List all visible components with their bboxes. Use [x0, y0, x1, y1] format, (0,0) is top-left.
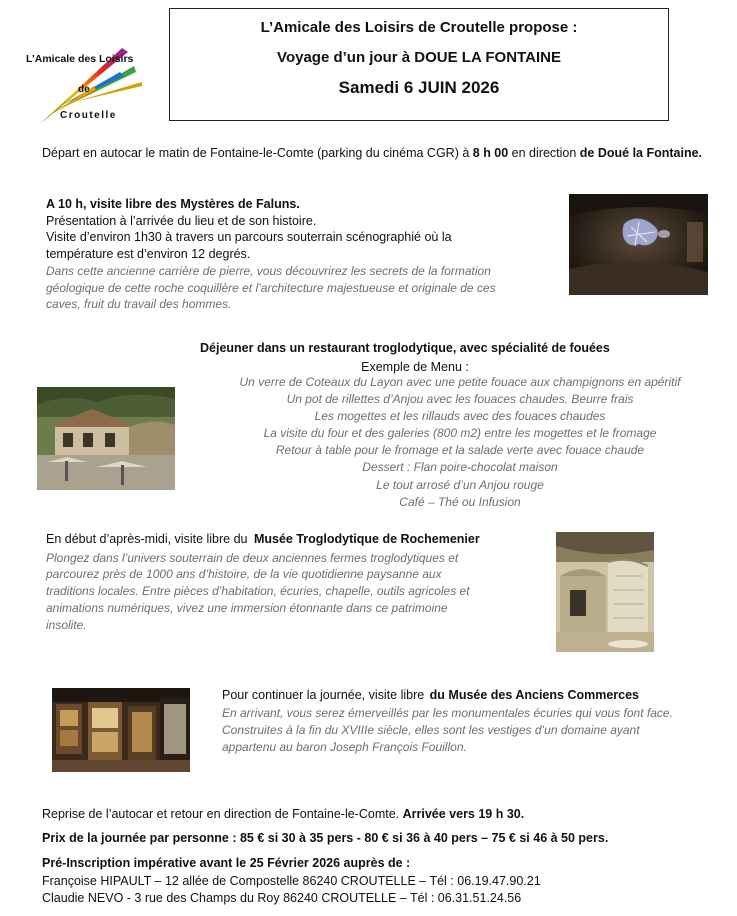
commerces-desc-line: En arrivant, vous serez émerveillés par les monumentales écuries qui vous font face.	[222, 705, 673, 720]
contact-1: Françoise HIPAULT – 12 allée de Compostelle 86240 CROUTELLE – Tél : 06.19.47.90.21	[42, 873, 541, 888]
logo-graphic	[24, 42, 150, 128]
rochemenier-desc-line: parcourez près de 1000 ans d’histoire, de la vie quotidienne paysanne aux	[46, 567, 442, 582]
faluns-title: A 10 h, visite libre des Mystères de Faluns.	[46, 197, 300, 211]
menu-item: Un pot de rillettes d’Anjou avec les fouaces chaudes. Beurre frais	[286, 392, 634, 407]
menu-item: Le tout arrosé d’un Anjou rouge	[376, 477, 544, 492]
menu-item: Retour à table pour le fromage et la salade verte avec fouace chaude	[275, 443, 645, 458]
departure-destination: de Doué la Fontaine.	[579, 146, 703, 160]
commerces-desc	[222, 705, 722, 756]
header-line-2: Voyage d’un jour à DOUE LA FONTAINE	[277, 49, 561, 66]
menu-item: Un verre de Coteaux du Layon avec une petite fouace aux champignons en apéritif	[239, 375, 681, 389]
amicale-logo	[24, 42, 150, 128]
departure-main: Départ en autocar le matin de Fontaine-le-Comte (parking du cinéma CGR) à	[42, 146, 473, 160]
rochemenier-intro: En début d’après-midi, visite libre du	[46, 532, 251, 546]
header-line-1: L’Amicale des Loisirs de Croutelle propose :	[260, 19, 578, 36]
rochemenier-desc-line: animations numériques, vivez une immersion étonnante dans ce patrimoine	[46, 600, 448, 615]
lunch-title: Déjeuner dans un restaurant troglodytique, avec spécialité de fouées	[200, 341, 610, 355]
menu-list	[190, 374, 730, 511]
faluns-line-2a: Visite d’environ 1h30 à travers un parcours souterrain scénographié où la	[46, 230, 452, 244]
rochemenier-desc	[46, 550, 546, 634]
commerces-desc-line: appartenu au baron Joseph François Fouillon.	[222, 739, 467, 754]
faluns-desc-3: caves, fruit du travail des hommes.	[46, 297, 232, 311]
contact-2: Claudie NEVO - 3 rue des Champs du Roy 86240 CROUTELLE – Tél : 06.31.51.24.56	[42, 891, 522, 905]
price-text: Prix de la journée par personne : 85 € si 30 à 35 pers - 80 € si 36 à 40 pers – 75 € si 46 à 50 pers.	[42, 831, 609, 845]
rochemenier-desc-line: insolite.	[46, 617, 87, 632]
logo-text-mid: de	[78, 84, 90, 95]
rochemenier-section	[46, 531, 546, 633]
departure-text	[42, 145, 712, 162]
header-date: Samedi 6 JUIN 2026	[338, 78, 500, 97]
menu-item: Dessert : Flan poire-chocolat maison	[362, 460, 558, 475]
restaurant-photo	[37, 387, 175, 490]
faluns-desc-1: Dans cette ancienne carrière de pierre, vous découvrirez les secrets de la formation	[46, 264, 491, 278]
departure-mid: en direction	[508, 146, 580, 160]
faluns-section	[46, 196, 566, 313]
return-text	[42, 806, 722, 823]
faluns-cave-photo	[569, 194, 708, 295]
return-arrival: Arrivée vers 19 h 30.	[402, 807, 525, 821]
commerces-name: du Musée des Anciens Commerces	[429, 688, 640, 702]
menu-item: La visite du four et des galeries (800 m2) entre les mogettes et le fromage	[263, 426, 657, 441]
commerces-photo	[52, 688, 190, 772]
departure-time: 8 h 00	[472, 146, 509, 160]
rochemenier-photo	[556, 532, 654, 652]
registration-section	[42, 855, 732, 908]
faluns-desc-2: géologique de cette roche coquillère et l’architecture majestueuse et originale de ces	[46, 280, 496, 295]
menu-label: Exemple de Menu :	[361, 360, 469, 374]
commerces-intro: Pour continuer la journée, visite libre	[222, 688, 428, 702]
commerces-section	[222, 687, 722, 756]
rochemenier-desc-line: traditions locales. Entre pièces d’habitation, écuries, chapelle, outils agricoles et	[46, 584, 470, 599]
commerces-desc-line: Construites à la fin du XVIIIe siècle, elles sont les vestiges d’un domaine ayant	[222, 722, 640, 737]
menu-item: Café – Thé ou Infusion	[399, 494, 521, 509]
faluns-line-2b: température est d’environ 12 degrés.	[46, 246, 251, 261]
return-main: Reprise de l’autocar et retour en direction de Fontaine-le-Comte.	[42, 807, 403, 821]
rochemenier-desc-line: Plongez dans l’univers souterrain de deux anciennes fermes troglodytiques et	[46, 550, 459, 565]
registration-title: Pré-Inscription impérative avant le 25 Février 2026 auprès de :	[42, 856, 411, 870]
menu-item: Les mogettes et les rillauds avec des fouaces chaudes	[314, 409, 606, 424]
logo-text-bottom: Croutelle	[60, 110, 117, 121]
rochemenier-name: Musée Troglodytique de Rochemenier	[253, 532, 480, 546]
logo-text-top: L’Amicale des Loisirs	[26, 53, 134, 65]
faluns-line-1: Présentation à l’arrivée du lieu et de son histoire.	[46, 213, 317, 228]
header-box	[169, 8, 669, 121]
